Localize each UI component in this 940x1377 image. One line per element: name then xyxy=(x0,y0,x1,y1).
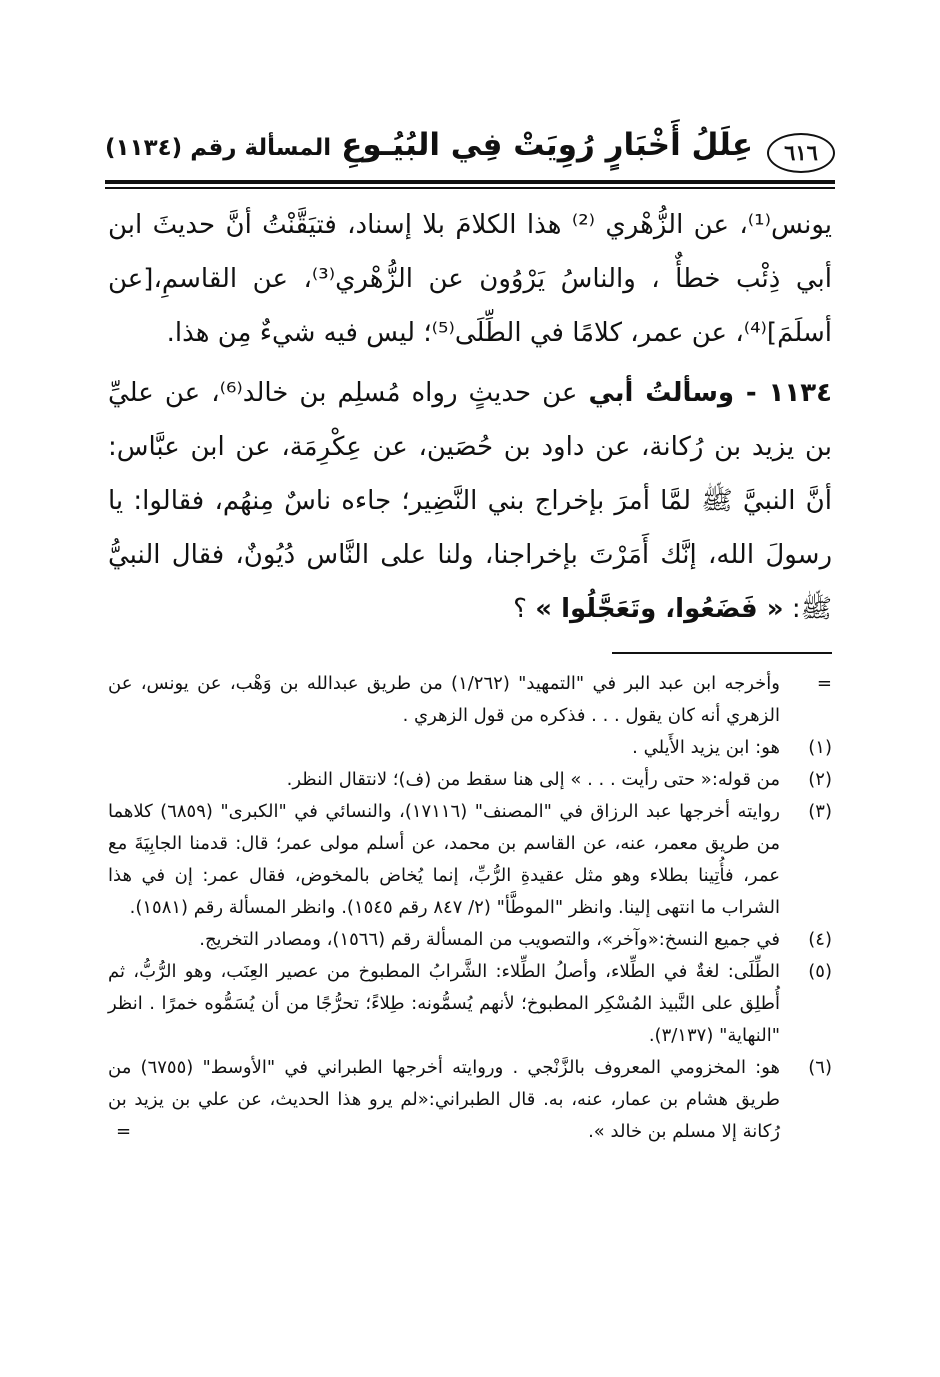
footnote-mark: (٣) xyxy=(808,801,832,822)
footnote-mark: (١) xyxy=(808,737,832,758)
footnote-1 xyxy=(108,732,832,764)
footnote-text xyxy=(108,1052,780,1148)
footnote-mark: (٥) xyxy=(808,961,832,982)
footnote-text: هو: ابن يزيد الأَيلي . xyxy=(632,737,780,758)
page-header xyxy=(105,125,835,177)
footnote-5 xyxy=(108,956,832,1052)
paragraph-1: يونس⁽¹⁾، عن الزُّهْري ⁽²⁾ هذا الكلامَ بلا إسناد، فتيَقَّنْتُ أنَّ حديثَ ابن أبي ذِئْب خطأٌ ، والناسُ يَرْوُون عن الزُّهْري⁽³⁾، عن القاسمِ،[عن أسلَمَ]⁽⁴⁾، عن عمر، كلامًا في الطِّلَى⁽⁵⁾؛ ليس فيه شيءٌ مِن هذا. xyxy=(108,210,832,348)
header-rule-thick xyxy=(105,180,835,184)
page-number: ٦١٦ xyxy=(767,133,835,173)
footnote-6-body: هو: المخزومي المعروف بالزَّنْجي . وروايته أخرجها الطبراني في "الأوسط" (٦٧٥٥) من طريق هشام بن عمار، عنه، به. قال الطبراني:«لم يرو هذا الحديث، عن علي بن يزيد بن رُكانة إلا مسلم بن خالد ». xyxy=(108,1057,780,1142)
footnote-mark: (٢) xyxy=(808,769,832,790)
footnote-mark: (٤) xyxy=(808,929,832,950)
issue-number: ١١٣٤ - وسألتُ أبي xyxy=(588,378,832,408)
book-title: عِلَلُ أَخْبَارٍ رُوِيَتْ فِي البُيُـوعِ xyxy=(341,127,753,163)
header-rule-thin xyxy=(105,187,835,189)
paragraph-2-text: عن حديثٍ رواه مُسلِم بن خالد⁽⁶⁾، عن عليِّ بن يزيد بن رُكانة، عن داود بن حُصَين، عن عِكْرِمَة، عن ابن عبَّاس: أنَّ النبيَّ ﷺ لمَّا أمرَ بإخراج بني النَّضِير؛ جاءه ناسٌ مِنهُم، فقالوا: يا رسولَ الله، إنَّك أَمَرْتَ بإخراجنا، ولنا على النَّاس دُيُونٌ، فقال النبيُّ ﷺ: xyxy=(108,378,832,624)
footnote-separator xyxy=(612,652,832,654)
footnote-3 xyxy=(108,796,832,924)
footnote-mark: = xyxy=(816,673,832,694)
footnotes xyxy=(108,668,832,1148)
footnote-2 xyxy=(108,764,832,796)
issue-title: المسألة رقم (١١٣٤) xyxy=(105,135,332,161)
continuation-mark: = xyxy=(116,1121,132,1142)
footnote-6 xyxy=(108,1052,832,1148)
hadith-quote: « فَضَعُوا، وتَعَجَّلُوا » xyxy=(535,594,784,624)
paragraph-2 xyxy=(108,366,832,636)
footnote-continuation xyxy=(108,668,832,732)
footnote-text: في جميع النسخ:«وآخر»، والتصويب من المسألة رقم (١٥٦٦)، ومصادر التخريج. xyxy=(199,929,780,950)
main-text xyxy=(108,198,832,636)
question-mark: ؟ xyxy=(513,594,527,624)
footnote-text: من قوله:« حتى رأيت . . . » إلى هنا سقط من (ف)؛ لانتقال النظر. xyxy=(286,769,780,790)
footnote-text: وأخرجه ابن عبد البر في "التمهيد" (١/٢٦٢) من طريق عبدالله بن وَهْب، عن يونس، عن الزهري أنه كان يقول . . . فذكره من قول الزهري . xyxy=(108,673,780,726)
footnote-text: روايته أخرجها عبد الرزاق في "المصنف" (١٧١١٦)، والنسائي في "الكبرى" (٦٨٥٩) كلاهما من طريق معمر، عنه، عن القاسم بن محمد، عن أسلم مولى عمر؛ قال: قدمنا الجابِيَةَ مع عمر، فأُتِينا بطلاء وهو مثل عقيدةِ الرُّبِّ، إنما يُخاض بالمخوض، فقال عمر: إن في هذا الشراب ما انتهى إلينا. وانظر "الموطَّأ" (٢/ ٨٤٧ رقم ١٥٤٥). وانظر المسألة رقم (١٥٨١). xyxy=(108,801,781,918)
footnote-4 xyxy=(108,924,832,956)
footnote-mark: (٦) xyxy=(808,1057,832,1078)
footnote-text: الطِّلَى: لغةٌ في الطِّلاء، وأصلُ الطِّلاء: الشَّرابُ المطبوخ من عصير العِنَب، وهو الرُّبُّ، ثم أُطلِق على النَّبيذ المُسْكِر المطبوخ؛ لأنهم يُسمُّونه: طِلاءً؛ تحرُّجًا من أن يُسَمُّوه خمرًا . انظر "النهاية" (٣/١٣٧). xyxy=(108,961,780,1046)
